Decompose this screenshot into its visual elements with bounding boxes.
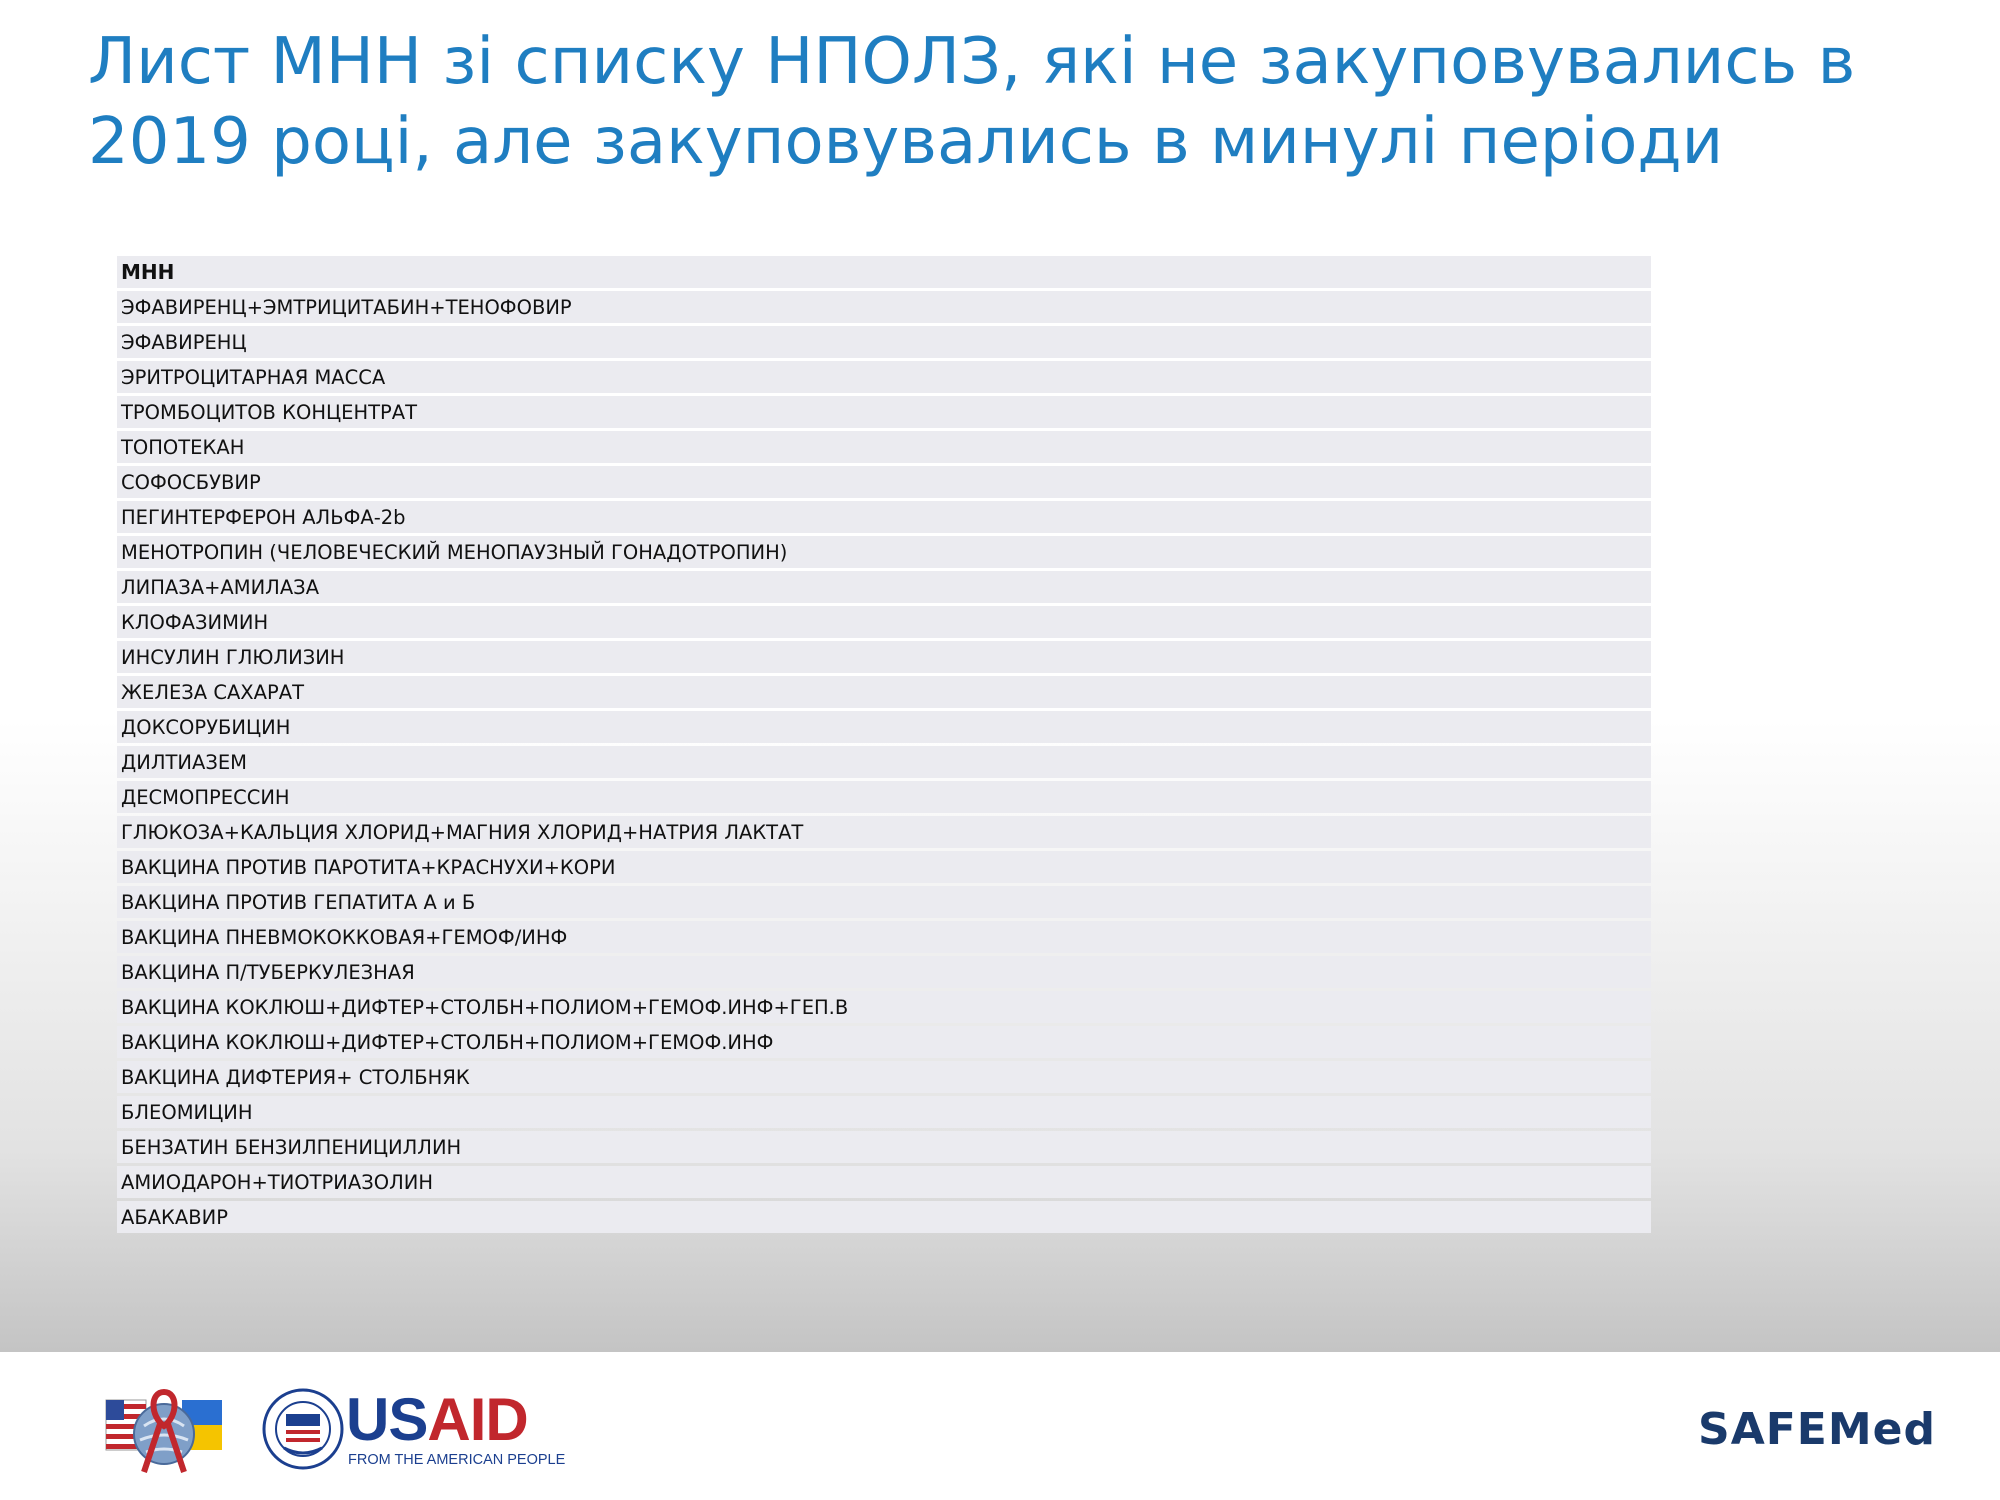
table-cell: МЕНОТРОПИН (ЧЕЛОВЕЧЕСКИЙ МЕНОПАУЗНЫЙ ГОНАДОТРОПИН) [117, 536, 1651, 568]
table-row [117, 921, 1651, 953]
table-cell: ЭРИТРОЦИТАРНАЯ МАССА [117, 361, 1651, 393]
table-cell: ЖЕЛЕЗА САХАРАТ [117, 676, 1651, 708]
table-cell: ДЕСМОПРЕССИН [117, 781, 1651, 813]
safemed-logo: SAFEMed [1698, 1404, 1936, 1455]
table-row [117, 536, 1651, 568]
table-cell: ВАКЦИНА ПРОТИВ ГЕПАТИТА А и Б [117, 886, 1651, 918]
table-cell: ИНСУЛИН ГЛЮЛИЗИН [117, 641, 1651, 673]
table-row [117, 956, 1651, 988]
slide-title-line-2: 2019 році, але закуповувались в минулі періоди [88, 105, 1724, 179]
table-cell: АБАКАВИР [117, 1201, 1651, 1233]
table-cell: ВАКЦИНА ДИФТЕРИЯ+ СТОЛБНЯК [117, 1061, 1651, 1093]
table-cell: БЛЕОМИЦИН [117, 1096, 1651, 1128]
table-row [117, 606, 1651, 638]
table-cell: СОФОСБУВИР [117, 466, 1651, 498]
table-row [117, 851, 1651, 883]
table-row [117, 746, 1651, 778]
table-cell: ПЕГИНТЕРФЕРОН АЛЬФА-2b [117, 501, 1651, 533]
table-row [117, 1026, 1651, 1058]
table-row [117, 991, 1651, 1023]
table-row [117, 431, 1651, 463]
usaid-logo: USAID [346, 1386, 528, 1453]
table-row [117, 396, 1651, 428]
table-row [117, 1201, 1651, 1233]
table-row [117, 711, 1651, 743]
table-row [117, 816, 1651, 848]
table-row [117, 641, 1651, 673]
table-row [117, 1131, 1651, 1163]
table-header-mnn: МНН [117, 256, 1651, 288]
table-header-row [117, 256, 1651, 288]
table-cell: АМИОДАРОН+ТИОТРИАЗОЛИН [117, 1166, 1651, 1198]
table-row [117, 571, 1651, 603]
table-cell: КЛОФАЗИМИН [117, 606, 1651, 638]
table-row [117, 886, 1651, 918]
table-cell: ТРОМБОЦИТОВ КОНЦЕНТРАТ [117, 396, 1651, 428]
table-row [117, 781, 1651, 813]
table-row [117, 501, 1651, 533]
table-cell: ГЛЮКОЗА+КАЛЬЦИЯ ХЛОРИД+МАГНИЯ ХЛОРИД+НАТРИЯ ЛАКТАТ [117, 816, 1651, 848]
table-cell: ЛИПАЗА+АМИЛАЗА [117, 571, 1651, 603]
table-cell: ВАКЦИНА ПРОТИВ ПАРОТИТА+КРАСНУХИ+КОРИ [117, 851, 1651, 883]
usaid-seal-icon [262, 1388, 344, 1470]
table-row [117, 1061, 1651, 1093]
footer [0, 1352, 2000, 1500]
table-row [117, 1166, 1651, 1198]
table-row [117, 291, 1651, 323]
table-row [117, 676, 1651, 708]
ribbon-globe-flags-emblem-icon [100, 1382, 228, 1482]
table-cell: ВАКЦИНА П/ТУБЕРКУЛЕЗНАЯ [117, 956, 1651, 988]
table-cell: ВАКЦИНА КОКЛЮШ+ДИФТЕР+СТОЛБН+ПОЛИОМ+ГЕМОФ.ИНФ+ГЕП.В [117, 991, 1651, 1023]
table-body [117, 291, 1651, 1233]
usaid-tagline: FROM THE AMERICAN PEOPLE [348, 1452, 566, 1468]
table-row [117, 361, 1651, 393]
slide-title [88, 22, 1968, 182]
table-cell: ВАКЦИНА ПНЕВМОКОККОВАЯ+ГЕМОФ/ИНФ [117, 921, 1651, 953]
table-row [117, 326, 1651, 358]
mnn-table [117, 253, 1651, 1236]
table-row [117, 466, 1651, 498]
table-cell: ЭФАВИРЕНЦ+ЭМТРИЦИТАБИН+ТЕНОФОВИР [117, 291, 1651, 323]
table-cell: ЭФАВИРЕНЦ [117, 326, 1651, 358]
table-row [117, 1096, 1651, 1128]
table-cell: БЕНЗАТИН БЕНЗИЛПЕНИЦИЛЛИН [117, 1131, 1651, 1163]
slide-title-line-1: Лист МНН зі списку НПОЛЗ, які не закуповувались в [88, 25, 1856, 99]
table-cell: ДОКСОРУБИЦИН [117, 711, 1651, 743]
table-cell: ДИЛТИАЗЕМ [117, 746, 1651, 778]
table-cell: ВАКЦИНА КОКЛЮШ+ДИФТЕР+СТОЛБН+ПОЛИОМ+ГЕМОФ.ИНФ [117, 1026, 1651, 1058]
table-cell: ТОПОТЕКАН [117, 431, 1651, 463]
